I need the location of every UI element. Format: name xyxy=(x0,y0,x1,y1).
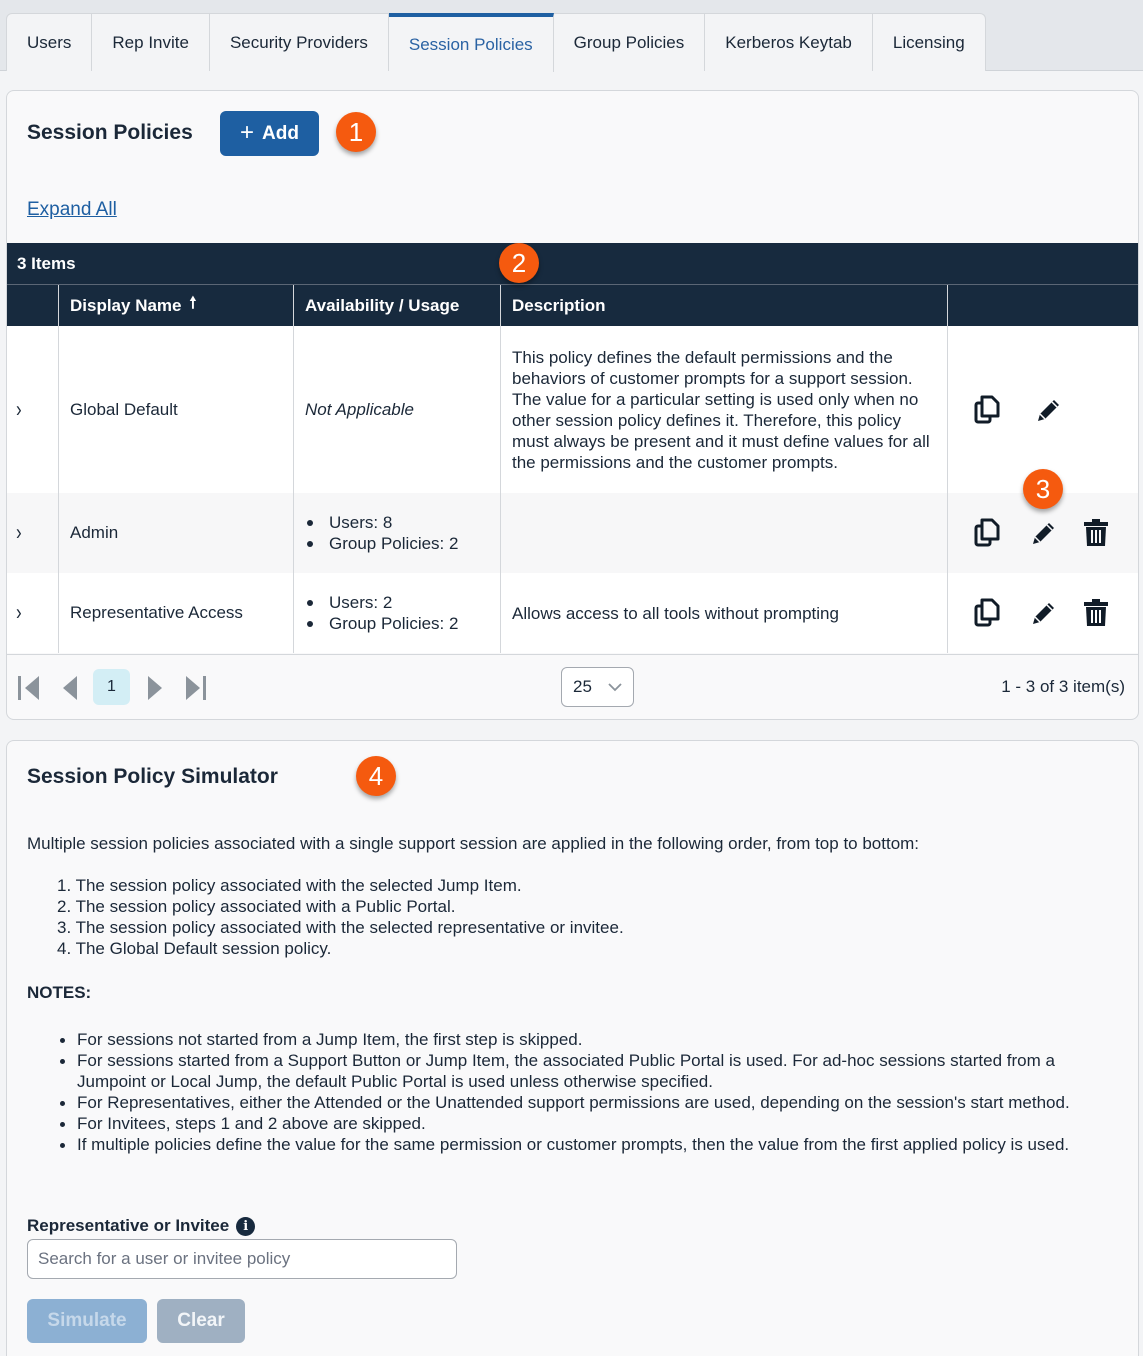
header-display-name[interactable] xyxy=(59,285,294,326)
table-row xyxy=(7,573,1138,653)
header-description[interactable] xyxy=(501,285,948,326)
add-button[interactable] xyxy=(220,111,319,156)
note-item: For Invitees, steps 1 and 2 above are skipped. xyxy=(57,1113,1122,1134)
next-page-icon[interactable] xyxy=(146,675,164,706)
row-actions xyxy=(948,326,1138,493)
session-policy-simulator-panel xyxy=(6,740,1139,1356)
representative-search-input[interactable] xyxy=(27,1239,457,1279)
delete-icon[interactable] xyxy=(1083,596,1138,630)
last-page-icon[interactable] xyxy=(184,675,208,706)
order-item: 2. The session policy associated with a Public Portal. xyxy=(57,897,456,916)
simulate-button[interactable]: Simulate xyxy=(27,1299,147,1343)
tab-rep-invite[interactable]: Rep Invite xyxy=(92,13,210,71)
page-size-value: 25 xyxy=(573,677,592,696)
tab-security-providers[interactable]: Security Providers xyxy=(210,13,389,71)
usage-users: Users: 8 xyxy=(305,512,458,533)
previous-page-icon[interactable] xyxy=(61,675,79,706)
row-description: This policy defines the default permissions and the behaviors of customer prompts for a support session. The value for a particular setting is used only when no other session policy defines it. Therefore, this policy must always be present and it must define values for all the permissions and the customer prompts. xyxy=(501,326,948,493)
edit-icon[interactable] xyxy=(1029,596,1084,630)
pager-info: 1 - 3 of 3 item(s) xyxy=(1001,677,1125,696)
note-item: For Representatives, either the Attended or the Unattended support permissions are used, depending on the session's start method. xyxy=(57,1092,1122,1113)
expand-row-chevron-icon[interactable]: › xyxy=(7,493,59,573)
order-item: 3. The session policy associated with the selected representative or invitee. xyxy=(57,918,624,937)
edit-icon[interactable] xyxy=(1029,516,1084,550)
grid-header xyxy=(7,285,1138,326)
header-actions-col xyxy=(948,285,1138,326)
policies-grid xyxy=(7,243,1138,653)
callout-badge-1: 1 xyxy=(336,112,376,152)
sort-ascending-icon: 🠕 xyxy=(189,295,197,312)
grid-pager xyxy=(7,654,1138,720)
delete-icon[interactable] xyxy=(1083,516,1138,550)
tab-group-policies[interactable]: Group Policies xyxy=(554,13,706,71)
expand-row-chevron-icon[interactable]: › xyxy=(7,573,59,653)
notes-list xyxy=(57,1029,1122,1155)
callout-badge-3: 3 xyxy=(1023,469,1063,509)
row-availability: Not Applicable xyxy=(294,326,501,493)
representative-field-label-text: Representative or Invitee xyxy=(27,1216,230,1235)
edit-icon[interactable] xyxy=(1034,393,1094,427)
row-display-name: Representative Access xyxy=(59,573,294,653)
plus-icon: + xyxy=(240,118,255,146)
row-actions xyxy=(948,573,1138,653)
simulator-intro: Multiple session policies associated with a single support session are applied in the following order, from top to bottom: xyxy=(27,834,920,853)
chevron-down-icon xyxy=(607,680,623,694)
order-item: 1. The session policy associated with the selected Jump Item. xyxy=(57,876,522,895)
note-item: For sessions started from a Support Button or Jump Item, the associated Public Portal is used. For ad-hoc sessions started from a Jumpoint or Local Jump, the default Public Portal is used unless otherwise specified. xyxy=(57,1050,1122,1092)
row-description xyxy=(501,493,948,573)
usage-group-policies: Group Policies: 2 xyxy=(305,613,458,634)
copy-icon[interactable] xyxy=(974,393,1034,427)
tabs xyxy=(6,13,986,71)
page-number-current[interactable]: 1 xyxy=(93,669,130,705)
copy-icon[interactable] xyxy=(974,516,1029,550)
page-title: Session Policies xyxy=(27,121,193,144)
add-button-label: Add xyxy=(262,122,299,144)
row-display-name: Global Default xyxy=(59,326,294,493)
copy-icon[interactable] xyxy=(974,596,1029,630)
header-description-label: Description xyxy=(512,295,606,315)
row-usage xyxy=(294,573,501,653)
usage-users: Users: 2 xyxy=(305,592,458,613)
note-item: For sessions not started from a Jump Item, the first step is skipped. xyxy=(57,1029,1122,1050)
tab-kerberos-keytab[interactable]: Kerberos Keytab xyxy=(705,13,873,71)
table-row xyxy=(7,326,1138,493)
usage-group-policies: Group Policies: 2 xyxy=(305,533,458,554)
grid-item-count: 3 Items xyxy=(7,243,1138,285)
clear-button[interactable]: Clear xyxy=(157,1299,245,1343)
row-usage xyxy=(294,493,501,573)
policy-order-list xyxy=(57,875,624,959)
header-availability-usage[interactable] xyxy=(294,285,501,326)
note-item: If multiple policies define the value for the same permission or customer prompts, then the value from the first applied policy is used. xyxy=(57,1134,1122,1155)
simulator-title: Session Policy Simulator xyxy=(27,765,278,788)
expand-all-link[interactable]: Expand All xyxy=(27,199,117,220)
header-display-name-label: Display Name xyxy=(70,295,182,315)
row-display-name: Admin xyxy=(59,493,294,573)
expand-row-chevron-icon[interactable]: › xyxy=(7,326,59,493)
callout-badge-2: 2 xyxy=(499,243,539,283)
tab-session-policies[interactable]: Session Policies xyxy=(389,13,554,72)
session-policies-panel xyxy=(6,90,1139,720)
page-size-select[interactable] xyxy=(561,667,634,707)
notes-heading: NOTES: xyxy=(27,983,92,1002)
callout-badge-4: 4 xyxy=(356,756,396,796)
header-availability-usage-label: Availability / Usage xyxy=(305,295,460,315)
tab-licensing[interactable]: Licensing xyxy=(873,13,986,71)
table-row xyxy=(7,493,1138,573)
row-description: Allows access to all tools without prompting xyxy=(501,573,948,653)
tab-bar xyxy=(0,0,1143,71)
tab-users[interactable]: Users xyxy=(6,13,92,71)
representative-field-label xyxy=(27,1216,255,1236)
first-page-icon[interactable] xyxy=(17,675,41,706)
header-expand-col xyxy=(7,285,59,326)
order-item: 4. The Global Default session policy. xyxy=(57,939,332,958)
info-icon[interactable]: i xyxy=(236,1217,255,1236)
